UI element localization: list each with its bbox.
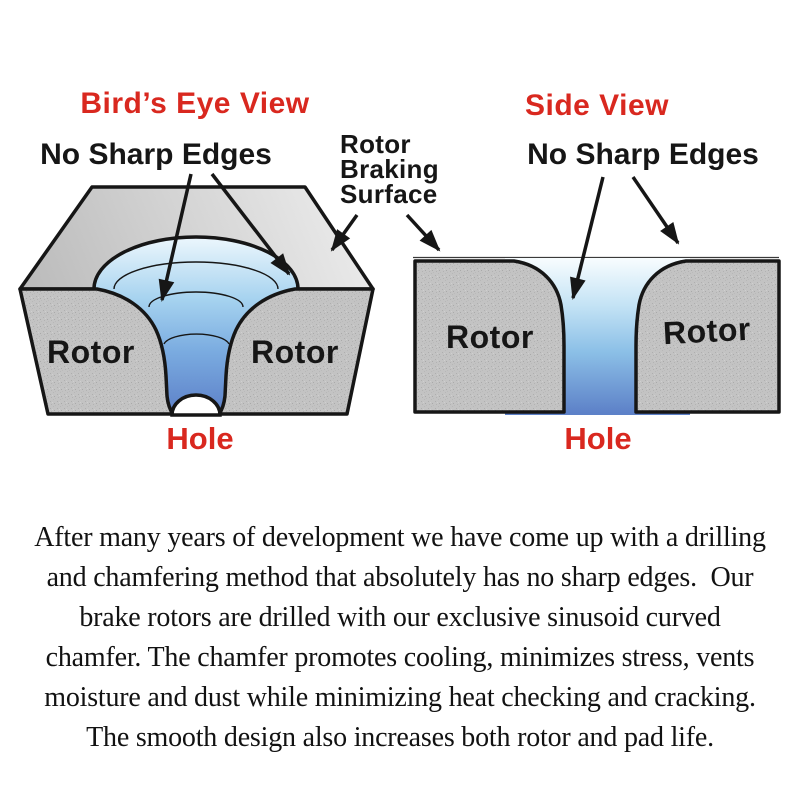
paragraph-line: The smooth design also increases both rotor and pad life. [86,722,714,753]
paragraph-line: After many years of development we have come up with a drilling [34,522,766,553]
hole-label-birdseye: Hole [166,421,234,456]
rotor-braking-surface-line2: Braking [340,154,439,184]
paragraph-line: brake rotors are drilled with our exclusive sinusoid curved [79,602,721,633]
no-sharp-edges-label-sideview: No Sharp Edges [527,138,759,171]
arrow-braking-surface-right [407,215,439,250]
rotor-label-birdseye-right: Rotor [251,334,339,370]
rotor-braking-surface-line3: Surface [340,179,438,209]
rotor-label-sideview-right: Rotor [662,310,752,352]
paragraph-line: chamfer. The chamfer promotes cooling, minimizes stress, vents [45,642,755,673]
paragraph-line: moisture and dust while minimizing heat checking and cracking. [44,682,756,713]
arrow-no-sharp-edges-right-b [633,177,678,243]
rotor-label-sideview-left: Rotor [446,319,534,355]
description-paragraph [0,518,800,758]
rotor-label-birdseye-left: Rotor [47,334,135,370]
rotor-braking-surface-label [340,129,439,209]
birdseye-view-title: Bird’s Eye View [80,87,310,120]
rotor-braking-surface-line1: Rotor [340,129,411,159]
sideview-title: Side View [524,89,669,122]
paragraph-line: and chamfering method that absolutely has no sharp edges. Our [46,562,754,593]
hole-label-sideview: Hole [564,421,632,456]
no-sharp-edges-label-birdseye: No Sharp Edges [40,138,272,171]
